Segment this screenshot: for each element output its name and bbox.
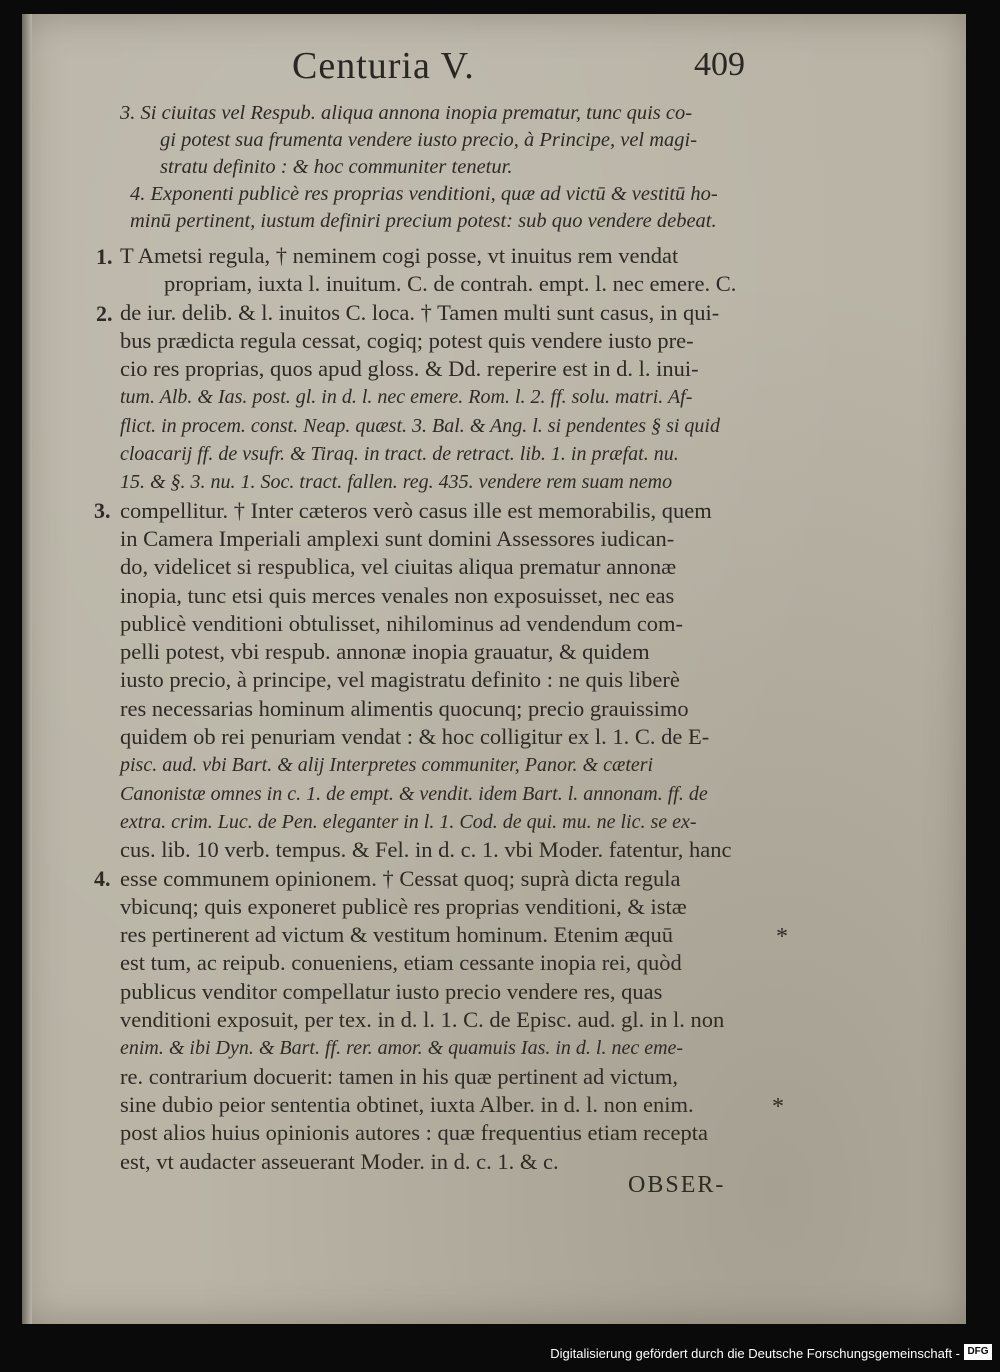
body-line: cus. lib. 10 verb. tempus. & Fel. in d. c. 1. vbi Moder. fatentur, hanc: [120, 837, 732, 863]
dfg-logo: DFG: [964, 1344, 992, 1360]
body-line: inopia, tunc etsi quis merces venales non exposuisset, nec eas: [120, 582, 675, 608]
page-gutter-shadow: [22, 14, 32, 1324]
body-text: [120, 242, 790, 1176]
body-line: sine dubio peior sententia obtinet, iuxta Alber. in d. l. non enim.: [120, 1091, 694, 1117]
body-line: vbicunq; quis exponeret publicè res proprias venditioni, & istæ: [120, 893, 687, 919]
body-line: esse communem opinionem. † Cessat quoq; suprà dicta regula: [120, 865, 681, 891]
body-line: propriam, iuxta l. inuitum. C. de contrah. empt. l. nec emere. C.: [164, 271, 737, 297]
summary-line: 3. Si ciuitas vel Respub. aliqua annona inopia prematur, tunc quis co-: [120, 102, 693, 124]
chapter-summary: [120, 100, 800, 235]
summary-line: stratu definito : & hoc communiter tenetur.: [160, 156, 513, 178]
running-head: Centuria V.: [292, 45, 475, 87]
digitization-credit: Digitalisierung gefördert durch die Deutsche Forschungsgemeinschaft -: [550, 1346, 960, 1361]
page-number: 409: [694, 46, 745, 83]
body-line: publicus venditor compellatur iusto precio vendere res, quas: [120, 978, 663, 1004]
summary-line: 4. Exponenti publicè res proprias venditioni, quæ ad victū & vestitū ho-: [130, 183, 718, 205]
margin-asterisk: *: [776, 924, 788, 950]
body-line: T Ametsi regula, † neminem cogi posse, vt inuitus rem vendat: [120, 243, 679, 268]
body-line: pelli potest, vbi respub. annonæ inopia grauatur, & quidem: [120, 639, 650, 665]
body-line: Canonistæ omnes in c. 1. de empt. & vendit. idem Bart. l. annonam. ff. de: [120, 782, 708, 805]
body-line: est tum, ac reipub. conueniens, etiam cessante inopia rei, quòd: [120, 950, 682, 976]
body-line: pisc. aud. vbi Bart. & alij Interpretes communiter, Panor. & cæteri: [120, 754, 654, 777]
body-line: re. contrarium docuerit: tamen in his quæ pertinent ad victum,: [120, 1063, 678, 1089]
body-line: post alios huius opinionis autores : quæ frequentius etiam recepta: [120, 1120, 709, 1146]
body-line: compellitur. † Inter cæteros verò casus ille est memorabilis, quem: [120, 497, 712, 523]
summary-line: gi potest sua frumenta vendere iusto precio, à Principe, vel magi-: [160, 129, 698, 151]
body-line: publicè venditioni obtulisset, nihilominus ad vendendum com-: [120, 610, 684, 636]
margin-asterisk: *: [772, 1094, 784, 1120]
body-line: extra. crim. Luc. de Pen. eleganter in l. 1. Cod. de qui. mu. ne lic. se ex-: [120, 810, 697, 833]
margin-number: 4.: [94, 866, 111, 891]
body-line: flict. in procem. const. Neap. quæst. 3. Bal. & Ang. l. si pendentes § si quid: [120, 414, 720, 437]
body-line: est, vt audacter asseuerant Moder. in d. c. 1. & c.: [120, 1148, 559, 1174]
margin-number: 2.: [96, 301, 113, 326]
body-line: do, videlicet si respublica, vel ciuitas aliqua prematur annonæ: [120, 554, 677, 580]
margin-number: 1.: [96, 244, 113, 269]
body-line: enim. & ibi Dyn. & Bart. ff. rer. amor. & quamuis Ias. in d. l. nec eme-: [120, 1037, 684, 1060]
body-line: cloacarij ff. de vsufr. & Tiraq. in tract. de retract. lib. 1. in præfat. nu.: [120, 443, 679, 466]
body-line: 15. & §. 3. nu. 1. Soc. tract. fallen. reg. 435. vendere rem suam nemo: [120, 471, 673, 494]
catchword: OBSER-: [628, 1172, 726, 1198]
summary-line: minū pertinent, iustum definiri precium potest: sub quo vendere debeat.: [130, 210, 717, 232]
body-line: de iur. delib. & l. inuitos C. loca. † Tamen multi sunt casus, in qui-: [120, 299, 720, 325]
body-line: cio res proprias, quos apud gloss. & Dd. reperire est in d. l. inui-: [120, 356, 699, 382]
body-line: res necessarias hominum alimentis quocunq; precio grauissimo: [120, 695, 689, 721]
body-line: tum. Alb. & Ias. post. gl. in d. l. nec emere. Rom. l. 2. ff. solu. matri. Af-: [120, 386, 693, 409]
body-line: res pertinerent ad victum & vestitum hominum. Etenim æquū: [120, 922, 674, 948]
body-line: iusto precio, à principe, vel magistratu definito : ne quis liberè: [120, 667, 680, 693]
body-line: venditioni exposuit, per tex. in d. l. 1. C. de Episc. aud. gl. in l. non: [120, 1007, 725, 1033]
margin-number: 3.: [94, 498, 111, 523]
body-line: bus prædicta regula cessat, cogiq; potest quis vendere iusto pre-: [120, 327, 694, 353]
body-line: in Camera Imperiali amplexi sunt domini Assessores iudican-: [120, 525, 675, 551]
body-line: quidem ob rei penuriam vendat : & hoc colligitur ex l. 1. C. de E-: [120, 724, 710, 750]
